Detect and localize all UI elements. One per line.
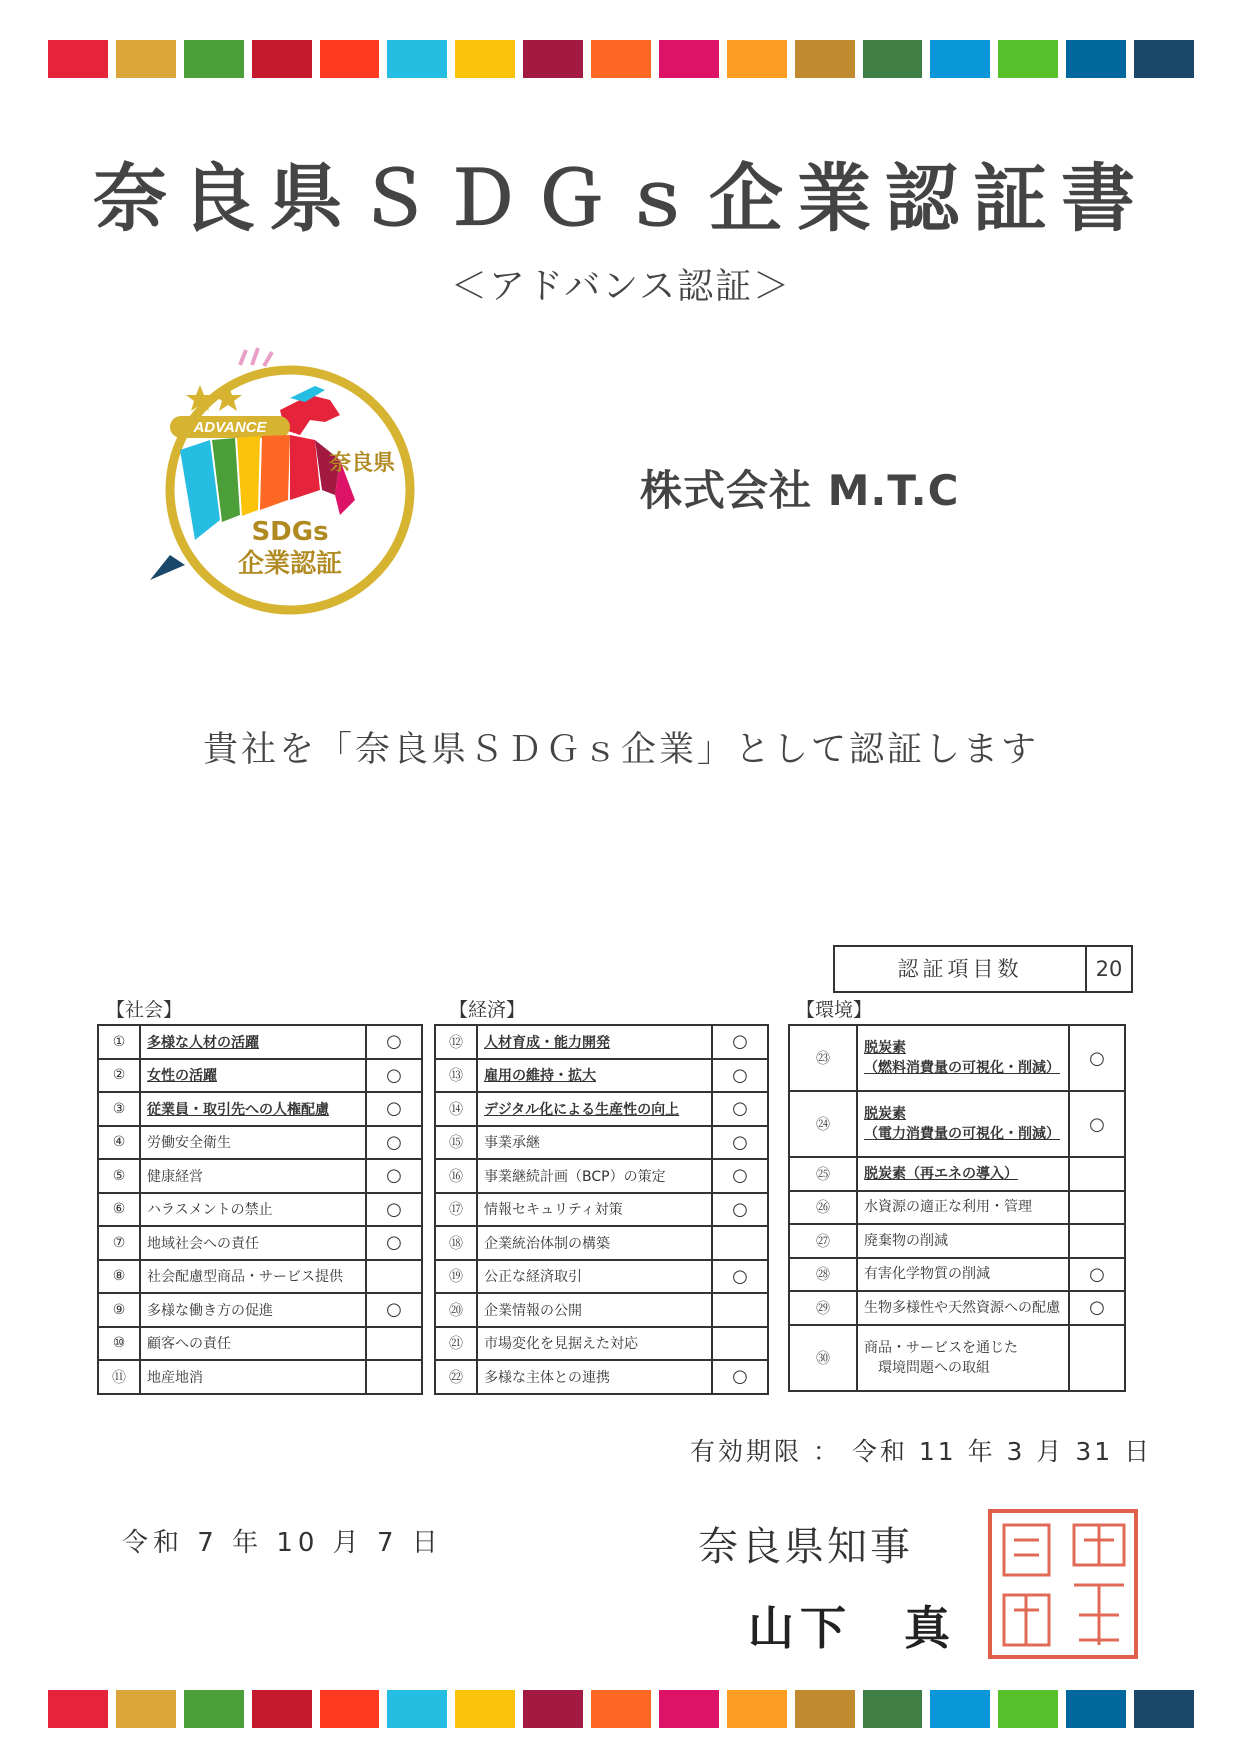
item-label: 公正な経済取引 (477, 1260, 712, 1294)
company-name: 株式会社 M.T.C (640, 466, 960, 515)
item-number: ② (98, 1059, 140, 1093)
band-swatch (1134, 40, 1194, 78)
item-number: ⑧ (98, 1260, 140, 1294)
sdgs-color-band-top (48, 40, 1194, 78)
item-label: 廃棄物の削減 (857, 1224, 1069, 1258)
item-row (435, 1092, 768, 1126)
band-swatch (523, 1690, 583, 1728)
item-label: デジタル化による生産性の向上 (477, 1092, 712, 1126)
item-label: 地域社会への責任 (140, 1226, 366, 1260)
item-mark: ○ (1069, 1025, 1125, 1091)
section-heading-environment: 【環境】 (796, 999, 873, 1021)
item-number: ⑬ (435, 1059, 477, 1093)
band-swatch (863, 40, 923, 78)
item-mark: ○ (712, 1159, 768, 1193)
item-number: ㉚ (789, 1325, 857, 1391)
item-number: ③ (98, 1092, 140, 1126)
item-row (98, 1025, 422, 1059)
item-label: 脱炭素 （燃料消費量の可視化・削減） (857, 1025, 1069, 1091)
item-mark (1069, 1325, 1125, 1391)
band-swatch (116, 1690, 176, 1728)
item-label: 多様な人材の活躍 (140, 1025, 366, 1059)
validity-period: 有効期限 ： 令和 11 年 3 月 31 日 (690, 1437, 1153, 1466)
item-label: 健康経営 (140, 1159, 366, 1193)
band-swatch (184, 40, 244, 78)
item-row (789, 1191, 1125, 1225)
item-number: ㉕ (789, 1157, 857, 1191)
item-number: ⑫ (435, 1025, 477, 1059)
item-label: 労働安全衛生 (140, 1126, 366, 1160)
item-row (98, 1226, 422, 1260)
item-number: ㉗ (789, 1224, 857, 1258)
item-row (435, 1293, 768, 1327)
item-number: ⑩ (98, 1327, 140, 1361)
item-number: ⑰ (435, 1193, 477, 1227)
item-mark: ○ (1069, 1291, 1125, 1325)
item-mark: ○ (366, 1193, 422, 1227)
item-number: ⑦ (98, 1226, 140, 1260)
item-number: ⑨ (98, 1293, 140, 1327)
item-row (435, 1260, 768, 1294)
band-swatch (998, 40, 1058, 78)
item-row (435, 1327, 768, 1361)
item-label: 水資源の適正な利用・管理 (857, 1191, 1069, 1225)
logo-sdgs-text: SDGs (251, 517, 329, 547)
item-row (789, 1224, 1125, 1258)
item-mark: ○ (366, 1059, 422, 1093)
band-swatch (930, 40, 990, 78)
item-number: ⑤ (98, 1159, 140, 1193)
band-swatch (455, 40, 515, 78)
item-mark: ○ (366, 1226, 422, 1260)
band-swatch (591, 40, 651, 78)
item-label: 事業承継 (477, 1126, 712, 1160)
environment-items-table (788, 1024, 1126, 1392)
item-label: 雇用の維持・拡大 (477, 1059, 712, 1093)
band-swatch (659, 40, 719, 78)
item-label: 生物多様性や天然資源への配慮 (857, 1291, 1069, 1325)
item-mark: ○ (1069, 1091, 1125, 1157)
item-label: 商品・サービスを通じた 環境問題への取組 (857, 1325, 1069, 1391)
item-number: ⑭ (435, 1092, 477, 1126)
item-row (789, 1157, 1125, 1191)
item-row (98, 1092, 422, 1126)
item-row (98, 1059, 422, 1093)
issuer-name: 山下 真 (748, 1601, 956, 1655)
item-label: 企業情報の公開 (477, 1293, 712, 1327)
item-row (98, 1260, 422, 1294)
item-label: ハラスメントの禁止 (140, 1193, 366, 1227)
item-mark: ○ (366, 1126, 422, 1160)
item-label: 事業継続計画（BCP）の策定 (477, 1159, 712, 1193)
item-label: 有害化学物質の削減 (857, 1258, 1069, 1292)
certification-statement: 貴社を「奈良県ＳＤＧｓ企業」として認証します (202, 730, 1039, 770)
item-number: ㉔ (789, 1091, 857, 1157)
band-swatch (863, 1690, 923, 1728)
item-label: 顧客への責任 (140, 1327, 366, 1361)
item-number: ⑯ (435, 1159, 477, 1193)
item-mark: ○ (366, 1293, 422, 1327)
band-swatch (48, 40, 108, 78)
item-mark: ○ (366, 1092, 422, 1126)
item-label: 脱炭素 （電力消費量の可視化・削減） (857, 1091, 1069, 1157)
item-label: 市場変化を見据えた対応 (477, 1327, 712, 1361)
item-row (98, 1126, 422, 1160)
certificate-title: 奈良県ＳＤＧｓ企業認証書 (93, 156, 1149, 242)
logo-cert-text: 企業認証 (237, 549, 343, 579)
item-mark (712, 1226, 768, 1260)
item-label: 脱炭素（再エネの導入） (857, 1157, 1069, 1191)
item-mark (1069, 1157, 1125, 1191)
issue-date: 令和 7 年 10 月 7 日 (122, 1528, 443, 1558)
item-number: ⑮ (435, 1126, 477, 1160)
item-number: ㉓ (789, 1025, 857, 1091)
item-mark: ○ (712, 1092, 768, 1126)
item-label: 社会配慮型商品・サービス提供 (140, 1260, 366, 1294)
item-row (435, 1226, 768, 1260)
item-row (435, 1193, 768, 1227)
band-swatch (455, 1690, 515, 1728)
item-label: 従業員・取引先への人権配慮 (140, 1092, 366, 1126)
item-row (98, 1293, 422, 1327)
item-mark (712, 1293, 768, 1327)
item-number: ⑳ (435, 1293, 477, 1327)
item-label: 情報セキュリティ対策 (477, 1193, 712, 1227)
social-items-table (97, 1024, 423, 1395)
sdgs-color-band-bottom (48, 1690, 1194, 1728)
issuer-title: 奈良県知事 (698, 1524, 913, 1570)
item-row (435, 1360, 768, 1394)
item-label: 企業統治体制の構築 (477, 1226, 712, 1260)
item-row (435, 1059, 768, 1093)
item-number: ㉒ (435, 1360, 477, 1394)
item-label: 多様な主体との連携 (477, 1360, 712, 1394)
item-mark (366, 1360, 422, 1394)
band-swatch (930, 1690, 990, 1728)
logo-pref-text: 奈良県 (328, 451, 396, 476)
band-swatch (320, 40, 380, 78)
item-mark (1069, 1191, 1125, 1225)
item-mark: ○ (366, 1025, 422, 1059)
item-mark: ○ (712, 1193, 768, 1227)
band-swatch (998, 1690, 1058, 1728)
item-number: ⑲ (435, 1260, 477, 1294)
item-mark: ○ (366, 1159, 422, 1193)
item-mark (1069, 1224, 1125, 1258)
official-seal-icon (984, 1505, 1142, 1663)
section-heading-economy: 【経済】 (449, 999, 526, 1021)
item-mark: ○ (1069, 1258, 1125, 1292)
item-number: ④ (98, 1126, 140, 1160)
item-row (435, 1025, 768, 1059)
item-number: ⑱ (435, 1226, 477, 1260)
item-row (435, 1126, 768, 1160)
economy-items-table (434, 1024, 769, 1395)
certificate-subtitle: ＜アドバンス認証＞ (450, 266, 792, 307)
count-label: 認証項目数 (835, 947, 1087, 991)
item-mark: ○ (712, 1260, 768, 1294)
band-swatch (727, 40, 787, 78)
item-label: 地産地消 (140, 1360, 366, 1394)
band-swatch (795, 40, 855, 78)
item-mark: ○ (712, 1059, 768, 1093)
item-mark (366, 1260, 422, 1294)
item-number: ⑥ (98, 1193, 140, 1227)
item-number: ㉑ (435, 1327, 477, 1361)
band-swatch (727, 1690, 787, 1728)
band-swatch (523, 40, 583, 78)
band-swatch (1134, 1690, 1194, 1728)
deer-logo-icon (140, 340, 460, 640)
band-swatch (591, 1690, 651, 1728)
item-row (98, 1327, 422, 1361)
band-swatch (659, 1690, 719, 1728)
band-swatch (387, 40, 447, 78)
certification-count-box (833, 945, 1133, 993)
item-row (98, 1360, 422, 1394)
item-label: 人材育成・能力開発 (477, 1025, 712, 1059)
band-swatch (48, 1690, 108, 1728)
item-number: ① (98, 1025, 140, 1059)
band-swatch (184, 1690, 244, 1728)
item-number: ⑪ (98, 1360, 140, 1394)
logo-advance-text: ADVANCE (193, 419, 267, 436)
band-swatch (795, 1690, 855, 1728)
item-mark (712, 1327, 768, 1361)
band-swatch (1066, 40, 1126, 78)
item-row (98, 1159, 422, 1193)
item-label: 多様な働き方の促進 (140, 1293, 366, 1327)
band-swatch (252, 1690, 312, 1728)
item-mark: ○ (712, 1126, 768, 1160)
item-mark (366, 1327, 422, 1361)
count-value: 20 (1095, 957, 1123, 981)
item-row (435, 1159, 768, 1193)
band-swatch (252, 40, 312, 78)
item-row (789, 1325, 1125, 1391)
item-row (789, 1091, 1125, 1157)
item-number: ㉘ (789, 1258, 857, 1292)
band-swatch (320, 1690, 380, 1728)
item-number: ㉙ (789, 1291, 857, 1325)
item-mark: ○ (712, 1360, 768, 1394)
band-swatch (387, 1690, 447, 1728)
section-heading-social: 【社会】 (106, 999, 183, 1021)
item-row (789, 1291, 1125, 1325)
item-number: ㉖ (789, 1191, 857, 1225)
item-label: 女性の活躍 (140, 1059, 366, 1093)
band-swatch (116, 40, 176, 78)
item-mark: ○ (712, 1025, 768, 1059)
item-row (98, 1193, 422, 1227)
item-row (789, 1025, 1125, 1091)
band-swatch (1066, 1690, 1126, 1728)
item-row (789, 1258, 1125, 1292)
